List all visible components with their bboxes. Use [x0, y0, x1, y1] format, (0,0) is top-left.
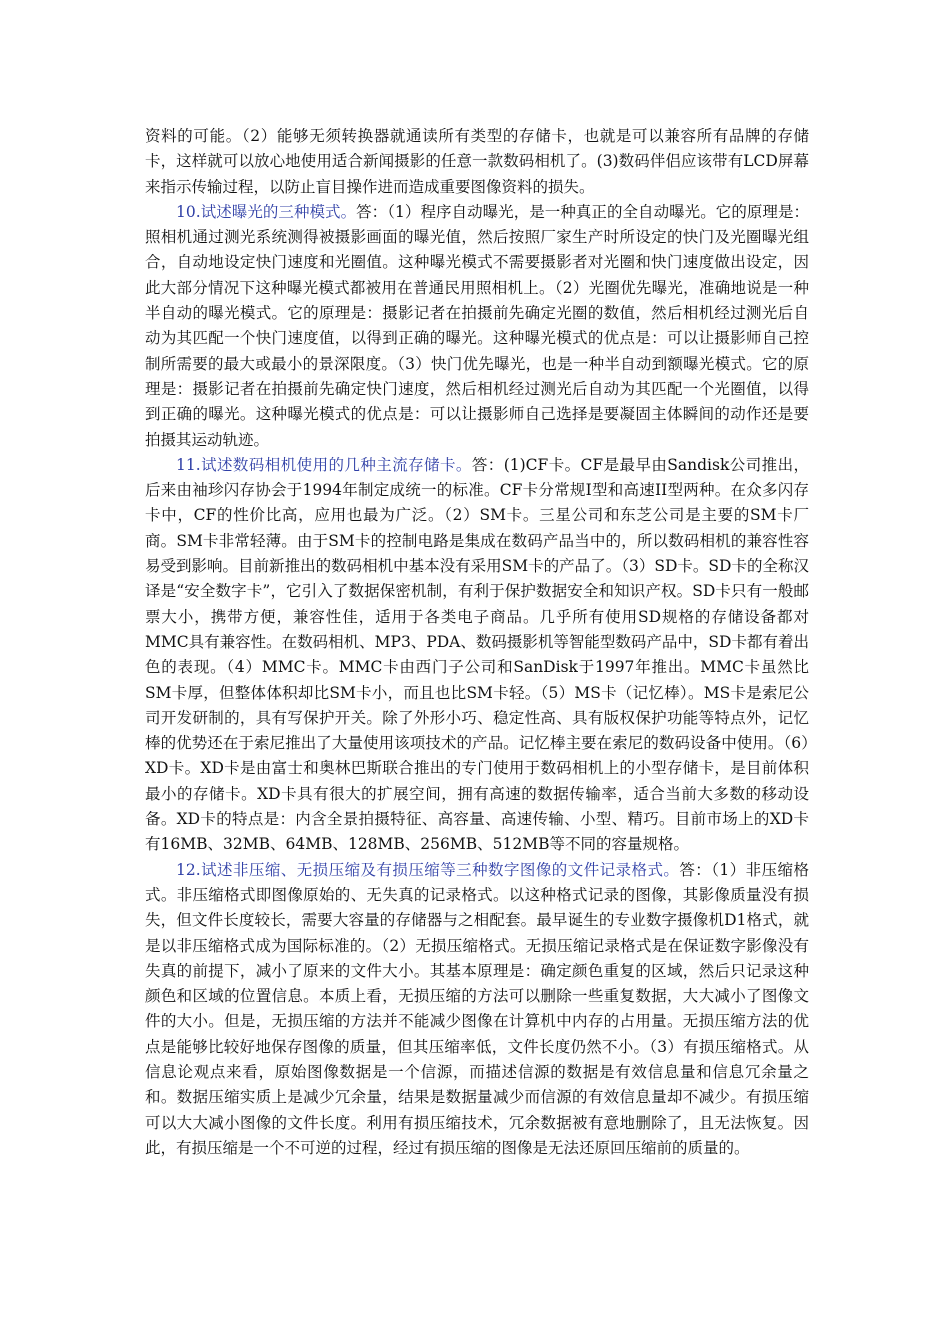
- question-heading-10: 10.试述曝光的三种模式。: [176, 202, 357, 221]
- paragraph-text: 资料的可能。（2）能够无须转换器就通读所有类型的存储卡，也就是可以兼容所有品牌的存储卡，这样就可以放心地使用适合新闻摄影的任意一款数码相机了。(3)数码伴侣应该带有LCD屏幕来指示传输过程，以防止盲目操作进而造成重要图像资料的损失。: [145, 127, 809, 196]
- question-heading-11: 11.试述数码相机使用的几种主流存储卡。: [176, 455, 472, 474]
- paragraph-question-10: [145, 200, 809, 453]
- paragraph-question-11: [145, 453, 809, 858]
- document-body: [145, 124, 809, 1161]
- answer-text-11: 答：(1)CF卡。CF是最早由Sandisk公司推出，后来由袖珍闪存协会于1994年制定成统一的标准。CF卡分常规I型和高速II型两种。在众多闪存卡中，CF的性价比高，应用也最为广泛。（2）SM卡。三星公司和东芝公司是主要的SM卡厂商。SM卡非常轻薄。由于SM卡的控制电路是集成在数码产品当中的，所以数码相机的兼容性容易受到影响。目前新推出的数码相机中基本没有采用SM卡的产品了。（3）SD卡。SD卡的全称汉译是“安全数字卡”，它引入了数据保密机制，有利于保护数据安全和知识产权。SD卡只有一般邮票大小，携带方便，兼容性佳，适用于各类电子商品。几乎所有使用SD规格的存储设备都对MMC具有兼容性。在数码相机、MP3、PDA、数码摄影机等智能型数码产品中，SD卡都有着出色的表现。（4）MMC卡。MMC卡由西门子公司和SanDisk于1997年推出。MMC卡虽然比SM卡厚，但整体体积却比SM卡小，而且也比SM卡轻。（5）MS卡（记忆棒）。MS卡是索尼公司开发研制的，具有写保护开关。除了外形小巧、稳定性高、具有版权保护功能等特点外，记忆棒的优势还在于索尼推出了大量使用该项技术的产品。记忆棒主要在索尼的数码设备中使用。（6）XD卡。XD卡是由富士和奥林巴斯联合推出的专门使用于数码相机上的小型存储卡，是目前体积最小的存储卡。XD卡具有很大的扩展空间，拥有高速的数据传输率，适合当前大多数的移动设备。XD卡的特点是：内含全景拍摄特征、高容量、高速传输、小型、精巧。目前市场上的XD卡有16MB、32MB、64MB、128MB、256MB、512MB等不同的容量规格。: [145, 455, 809, 854]
- question-heading-12: 12.试述非压缩、无损压缩及有损压缩等三种数字图像的文件记录格式。: [176, 860, 680, 879]
- answer-text-10: 答：（1）程序自动曝光，是一种真正的全自动曝光。它的原理是：照相机通过测光系统测得被摄影画面的曝光值，然后按照厂家生产时所设定的快门及光圈曝光组合，自动地设定快门速度和光圈值。这种曝光模式不需要摄影者对光圈和快门速度做出设定，因此大部分情况下这种曝光模式都被用在普通民用照相机上。（2）光圈优先曝光，准确地说是一种半自动的曝光模式。它的原理是：摄影记者在拍摄前先确定光圈的数值，然后相机经过测光后自动为其匹配一个快门速度值，以得到正确的曝光。这种曝光模式的优点是：可以让摄影师自己控制所需要的最大或最小的景深限度。（3）快门优先曝光，也是一种半自动到额曝光模式。它的原理是：摄影记者在拍摄前先确定快门速度，然后相机经过测光后自动为其匹配一个光圈值，以得到正确的曝光。这种曝光模式的优点是：可以让摄影师自己选择是要凝固主体瞬间的动作还是要拍摄其运动轨迹。: [145, 202, 809, 449]
- answer-text-12: 答：（1）非压缩格式。非压缩格式即图像原始的、无失真的记录格式。以这种格式记录的图像，其影像质量没有损失，但文件长度较长，需要大容量的存储器与之相配套。最早诞生的专业数字摄像机D1格式，就是以非压缩格式成为国际标准的。（2）无损压缩格式。无损压缩记录格式是在保证数字影像没有失真的前提下，减小了原来的文件大小。其基本原理是：确定颜色重复的区域，然后只记录这种颜色和区域的位置信息。本质上看，无损压缩的方法可以删除一些重复数据，大大减小了图像文件的大小。但是，无损压缩的方法并不能减少图像在计算机中内存的占用量。无损压缩方法的优点是能够比较好地保存图像的质量，但其压缩率低，文件长度仍然不小。（3）有损压缩格式。从信息论观点来看，原始图像数据是一个信源，而描述信源的数据是有效信息量和信息冗余量之和。数据压缩实质上是减少冗余量，结果是数据量减少而信源的有效信息量却不减少。有损压缩可以大大减小图像的文件长度。利用有损压缩技术，冗余数据被有意地删除了，且无法恢复。因此，有损压缩是一个不可逆的过程，经过有损压缩的图像是无法还原回压缩前的质量的。: [145, 860, 809, 1157]
- paragraph-question-12: [145, 858, 809, 1162]
- paragraph-continuation: [145, 124, 809, 200]
